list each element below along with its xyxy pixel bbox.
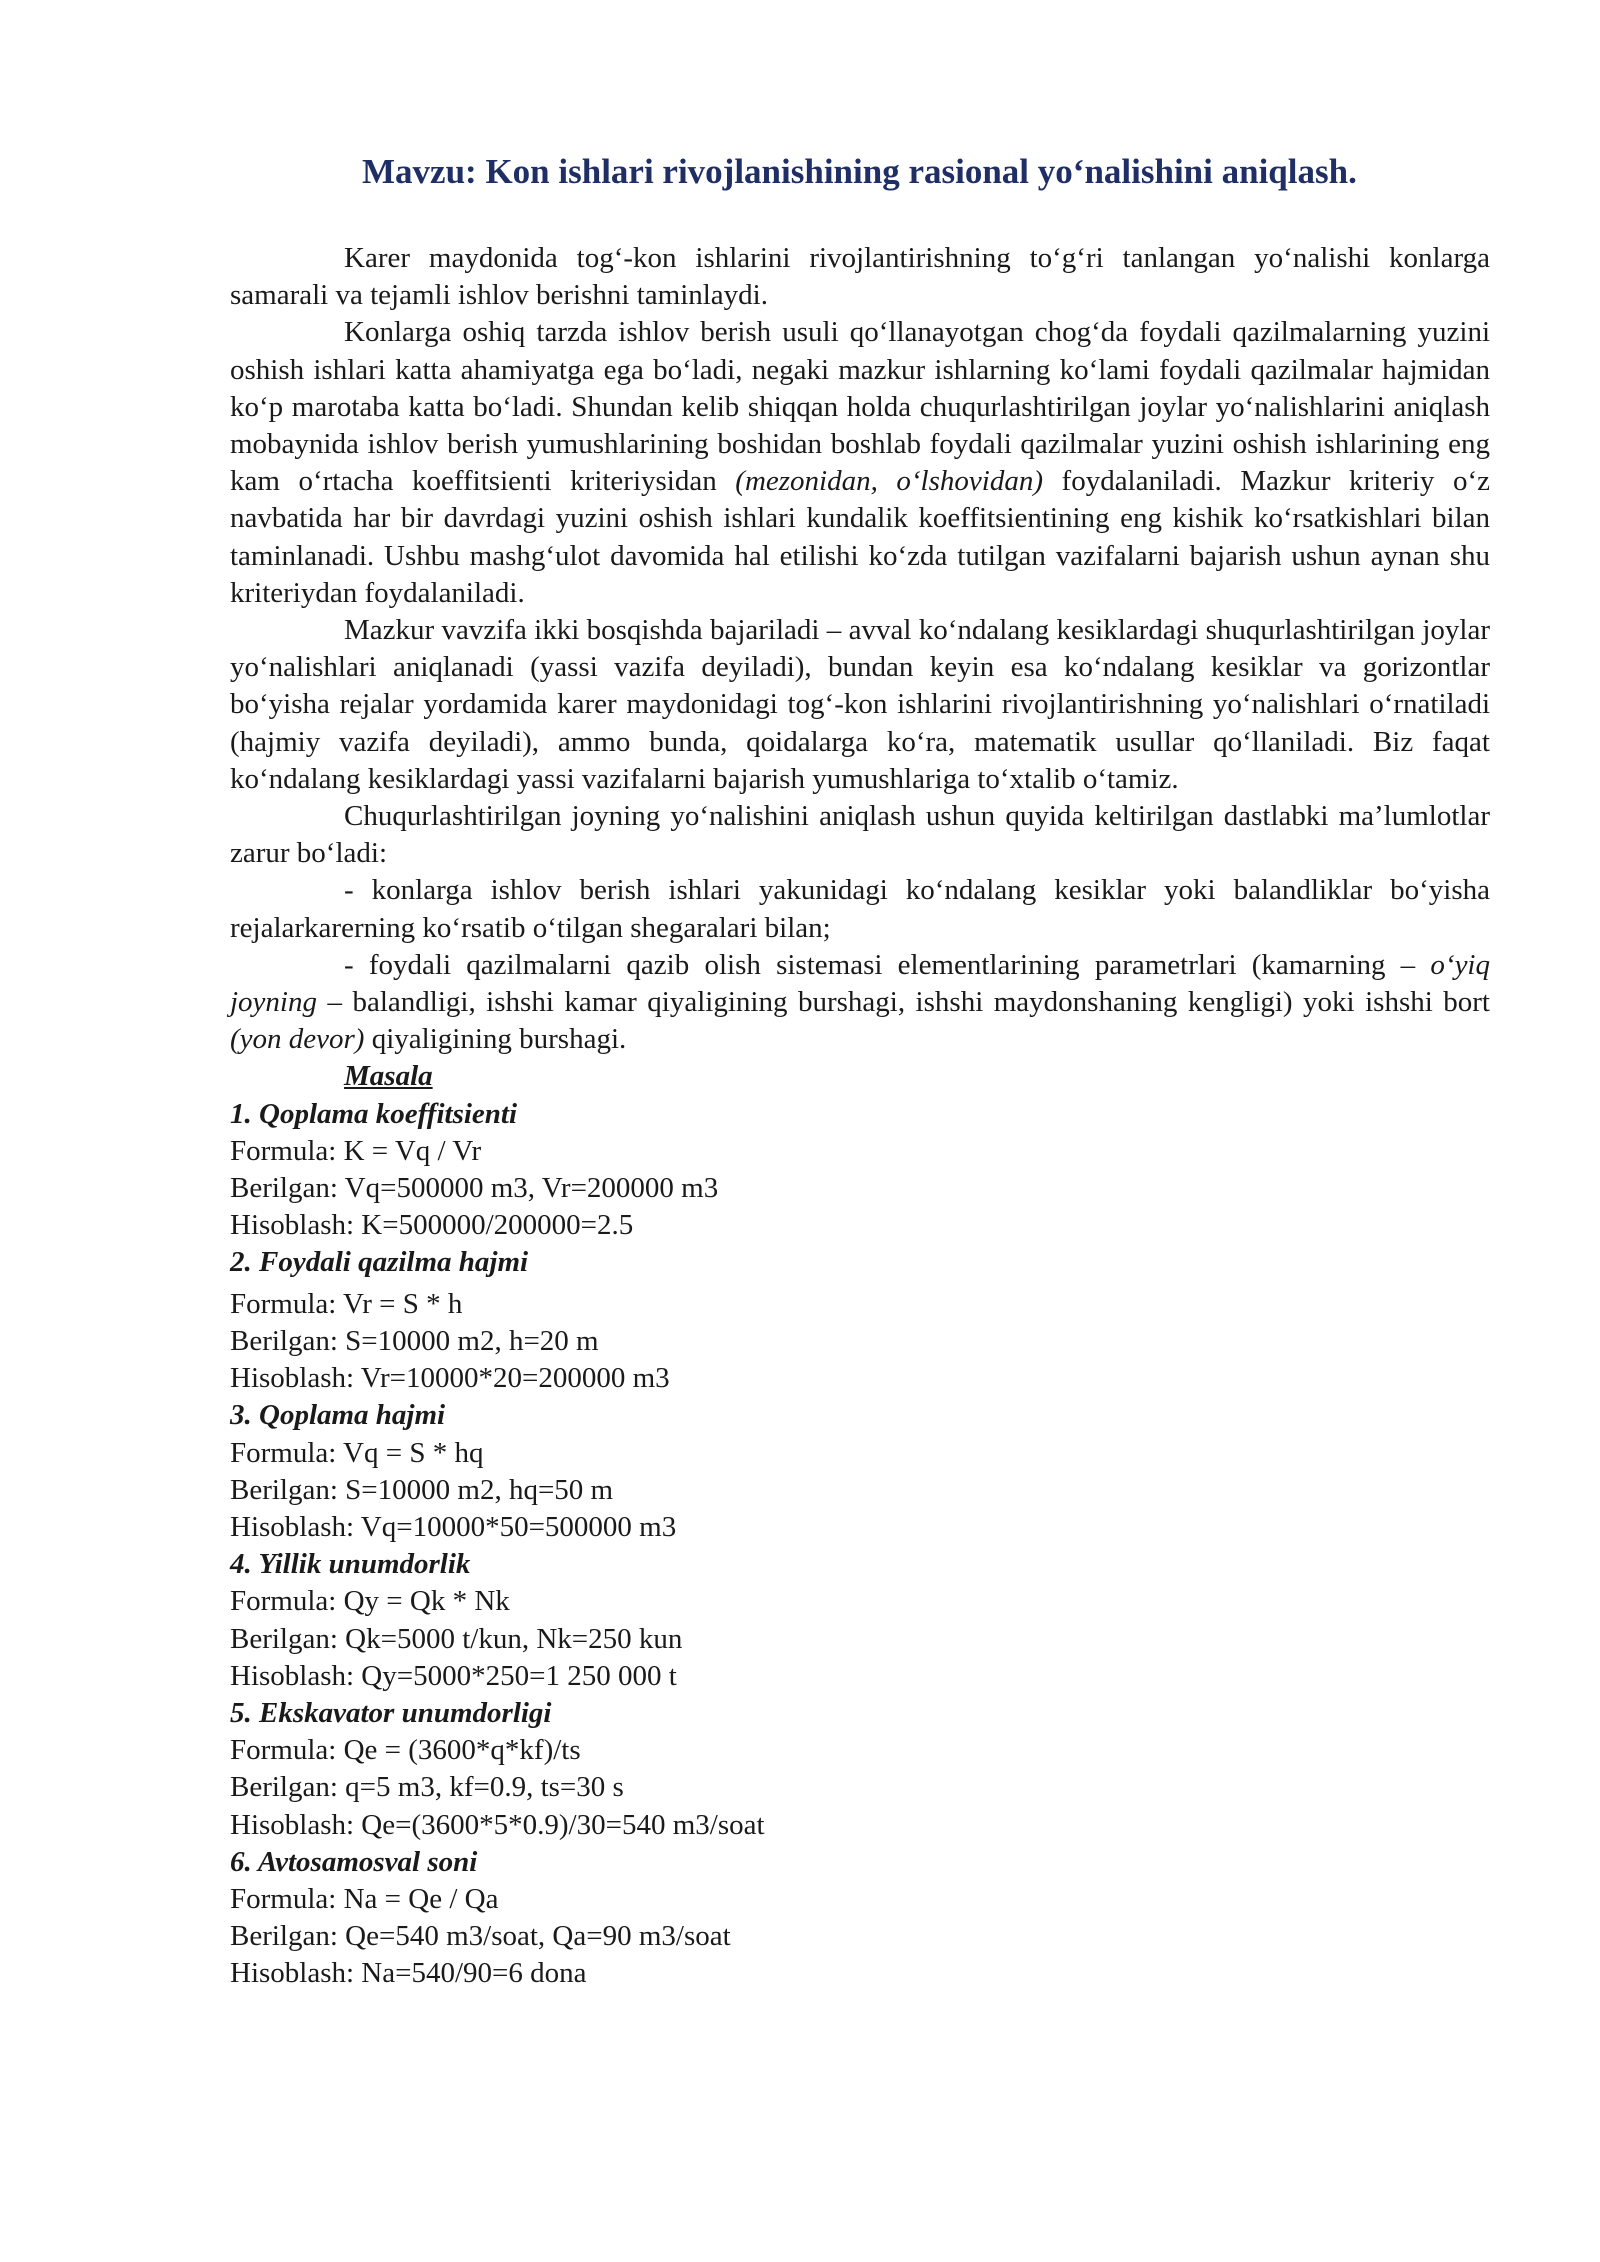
task-calc: Hisoblash: Na=540/90=6 dona [230,1957,587,1990]
task-block [230,1546,1490,1695]
paragraph-italic: o‘yiq joyning [230,948,1490,1019]
task-block [230,1844,1490,1993]
task-block [230,1695,1490,1844]
task-title: 2. Foydali qazilma hajmi [230,1246,529,1279]
paragraph-text: qiyaligining burshagi. [364,1023,627,1056]
task-calc: Hisoblash: Qy=5000*250=1 250 000 t [230,1659,677,1692]
task-given: Berilgan: S=10000 m2, hq=50 m [230,1473,614,1506]
task-formula: Formula: Qe = (3600*q*kf)/ts [230,1734,581,1767]
task-given: Berilgan: q=5 m3, kf=0.9, ts=30 s [230,1771,624,1804]
task-formula: Formula: Na = Qe / Qa [230,1882,499,1915]
paragraph-text: foydalaniladi. Mazkur kriteriy o‘z navbatida har bir davrdagi yuzini oshish ishlari kundalik koeffitsientining eng kishik ko‘rsatkishlari bilan taminlanadi. Ushbu mashg‘ulot davomida hal etilishi ko‘zda tutilgan vazifalarni bajarish ushun aynan shu kriteriydan foydalaniladi. [230,465,1490,609]
paragraph-intro [230,240,1490,314]
list-item-parameters [230,947,1490,1059]
task-formula: Formula: Qy = Qk * Nk [230,1585,510,1618]
task-block [230,1244,1490,1397]
paragraph-text: Konlarga oshiq tarzda ishlov berish usuli qo‘llanayotgan chog‘da foydali qazilmalarning yuzini oshish ishlari katta ahamiyatga ega bo‘ladi, negaki mazkur ishlarning ko‘lami foydali qazilmalar hajmidan ko‘p marotaba katta bo‘ladi. Shundan kelib shiqqan holda chuqurlashtirilgan joylar yo‘nalishlarini aniqlash mobaynida ishlov berish yumushlarining boshidan boshlab foydali qazilmalar yuzini oshish ishlarining eng kam o‘rtacha koeffitsienti kriteriysidan [230,316,1490,498]
paragraph-text: – balandligi, ishshi kamar qiyaligining burshagi, ishshi maydonshaning kengligi) yoki ishshi bort [317,986,1490,1019]
task-title: 1. Qoplama koeffitsienti [230,1097,518,1130]
task-title: 4. Yillik unumdorlik [230,1548,471,1581]
task-given: Berilgan: S=10000 m2, h=20 m [230,1324,599,1357]
task-block [230,1096,1490,1245]
task-formula: Formula: K = Vq / Vr [230,1134,482,1167]
paragraph-text: Mazkur vavzifa ikki bosqishda bajariladi – avval ko‘ndalang kesiklardagi shuqurlashtirilgan joylar yo‘nalishlari aniqlanadi (yassi vazifa deyiladi), bundan keyin esa ko‘ndalang kesiklar va gorizontlar bo‘yisha rejalar yordamida karer maydonidagi tog‘-kon ishlarini rivojlantirishning yo‘nalishlari o‘rnatiladi (hajmiy vazifa deyiladi), ammo bunda, qoidalarga ko‘ra, matematik usullar qo‘llaniladi. Biz faqat ko‘ndalang kesiklardagi yassi vazifalarni bajarish yumushlariga to‘xtalib o‘tamiz. [230,614,1490,795]
paragraph-text: Chuqurlashtirilgan joyning yo‘nalishini aniqlash ushun quyida keltirilgan dastlabki ma’lumlotlar zarur bo‘ladi: [230,800,1490,870]
document-body [230,240,1490,1993]
task-formula: Formula: Vq = S * hq [230,1436,484,1469]
task-formula: Formula: Vr = S * h [230,1287,463,1320]
task-given: Berilgan: Qk=5000 t/kun, Nk=250 kun [230,1622,683,1655]
task-title: 3. Qoplama hajmi [230,1399,446,1432]
task-given: Berilgan: Vq=500000 m3, Vr=200000 m3 [230,1172,719,1205]
list-item-boundaries [230,872,1490,946]
paragraph-italic: (mezonidan, o‘lshovidan) [735,465,1043,498]
page-title: Mavzu: Kon ishlari rivojlanishining rasional yo‘nalishini aniqlash. [362,152,1357,191]
paragraph-text: - konlarga ishlov berish ishlari yakunidagi ko‘ndalang kesiklar yoki balandliklar bo‘yisha rejalarkarerning ko‘rsatib o‘tilgan shegaralari bilan; [230,874,1490,944]
task-given: Berilgan: Qe=540 m3/soat, Qa=90 m3/soat [230,1920,731,1953]
task-title: 6. Avtosamosval soni [230,1845,478,1878]
task-calc: Hisoblash: Vq=10000*50=500000 m3 [230,1510,677,1543]
task-block [230,1397,1490,1546]
task-title: 5. Ekskavator unumdorligi [230,1696,552,1729]
paragraph-italic: (yon devor) [230,1023,365,1056]
paragraph-text: Karer maydonida tog‘-kon ishlarini rivojlantirishning to‘g‘ri tanlangan yo‘nalishi konlarga samarali va tejamli ishlov berishni taminlaydi. [230,242,1490,312]
task-calc: Hisoblash: Qe=(3600*5*0.9)/30=540 m3/soat [230,1808,765,1841]
task-calc: Hisoblash: Vr=10000*20=200000 m3 [230,1362,670,1395]
masala-heading: Masala [344,1060,433,1093]
paragraph-initial-data [230,798,1490,872]
task-calc: Hisoblash: K=500000/200000=2.5 [230,1209,634,1242]
paragraph-criterion [230,314,1490,612]
paragraph-text: - foydali qazilmalarni qazib olish sistemasi elementlarining parametrlari (kamarning – [344,948,1431,981]
paragraph-stages [230,612,1490,798]
